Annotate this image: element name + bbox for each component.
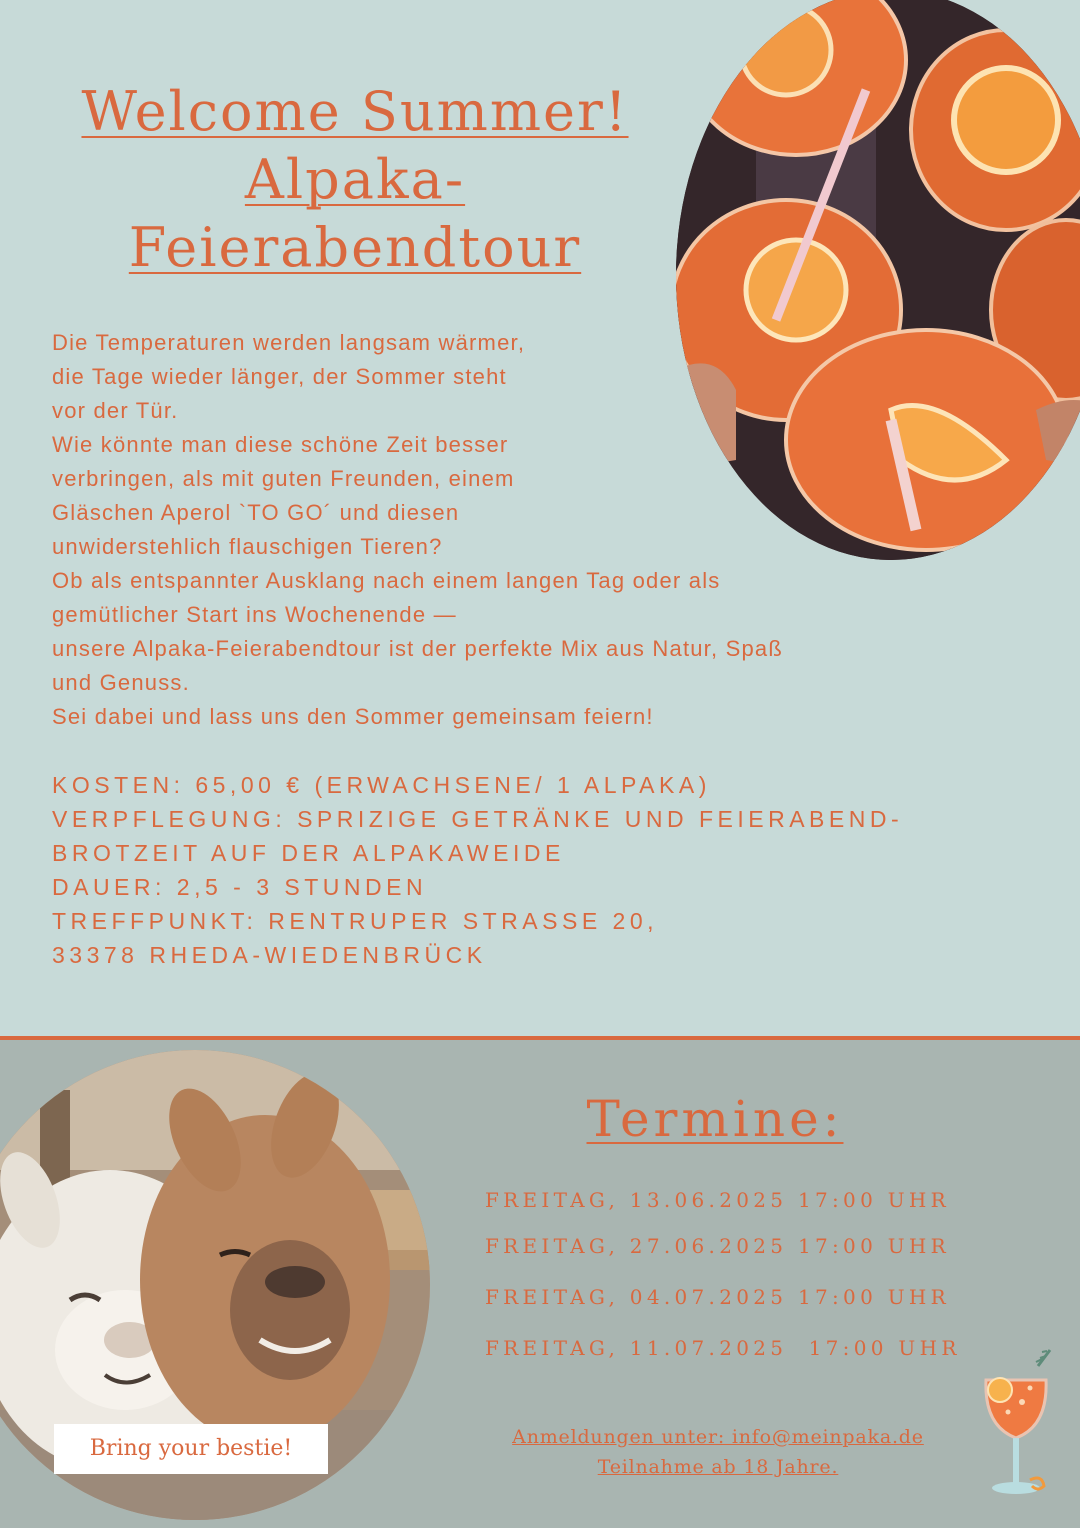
info-treffpunkt-cont: 33378 RHEDA-WIEDENBRÜCK bbox=[52, 942, 487, 968]
termine-heading-text: Termine: bbox=[586, 1090, 844, 1148]
intro-line: unwiderstehlich flauschigen Tieren? bbox=[52, 534, 443, 559]
intro-line: Wie könnte man diese schöne Zeit besser bbox=[52, 432, 509, 457]
tour-info bbox=[52, 768, 1032, 972]
date-item: FREITAG, 13.06.2025 17:00 UHR bbox=[485, 1188, 951, 1212]
title-line-2: Alpaka- bbox=[244, 148, 466, 211]
termine-heading bbox=[560, 1090, 870, 1148]
page-title bbox=[30, 78, 680, 282]
intro-line: und Genuss. bbox=[52, 670, 190, 695]
info-treffpunkt: TREFFPUNKT: RENTRUPER STRASSE 20, bbox=[52, 908, 659, 934]
info-verpflegung-cont: BROTZEIT AUF DER ALPAKAWEIDE bbox=[52, 840, 565, 866]
intro-line: gemütlicher Start ins Wochenende — bbox=[52, 602, 457, 627]
intro-line: Ob als entspannter Ausklang nach einem langen Tag oder als bbox=[52, 568, 721, 593]
info-verpflegung: VERPFLEGUNG: SPRIZIGE GETRÄNKE UND FEIERABEND- bbox=[52, 806, 904, 832]
signup-email-link[interactable]: Anmeldungen unter: info@meinpaka.de bbox=[512, 1426, 924, 1448]
intro-line: vor der Tür. bbox=[52, 398, 179, 423]
signup-age-note: Teilnahme ab 18 Jahre. bbox=[597, 1456, 839, 1478]
intro-line: Gläschen Aperol `TO GO´ und diesen bbox=[52, 500, 460, 525]
intro-line: unsere Alpaka-Feierabendtour ist der perfekte Mix aus Natur, Spaß bbox=[52, 636, 784, 661]
intro-line: die Tage wieder länger, der Sommer steht bbox=[52, 364, 507, 389]
intro-line: verbringen, als mit guten Freunden, einem bbox=[52, 466, 515, 491]
date-item: FREITAG, 27.06.2025 17:00 UHR bbox=[485, 1234, 951, 1258]
date-item: FREITAG, 11.07.2025 17:00 UHR bbox=[485, 1336, 961, 1360]
signup-info bbox=[470, 1422, 966, 1482]
intro-line: Die Temperaturen werden langsam wärmer, bbox=[52, 330, 526, 355]
info-dauer: DAUER: 2,5 - 3 STUNDEN bbox=[52, 874, 428, 900]
intro-line: Sei dabei und lass uns den Sommer gemeinsam feiern! bbox=[52, 704, 654, 729]
bestie-label: Bring your bestie! bbox=[54, 1424, 328, 1474]
title-line-1: Welcome Summer! bbox=[81, 80, 629, 143]
title-line-3: Feierabendtour bbox=[128, 216, 582, 279]
aperol-glass-icon bbox=[978, 1346, 1058, 1506]
info-kosten: KOSTEN: 65,00 € (ERWACHSENE/ 1 ALPAKA) bbox=[52, 772, 711, 798]
intro-text bbox=[52, 326, 1012, 734]
date-item: FREITAG, 04.07.2025 17:00 UHR bbox=[485, 1285, 951, 1309]
